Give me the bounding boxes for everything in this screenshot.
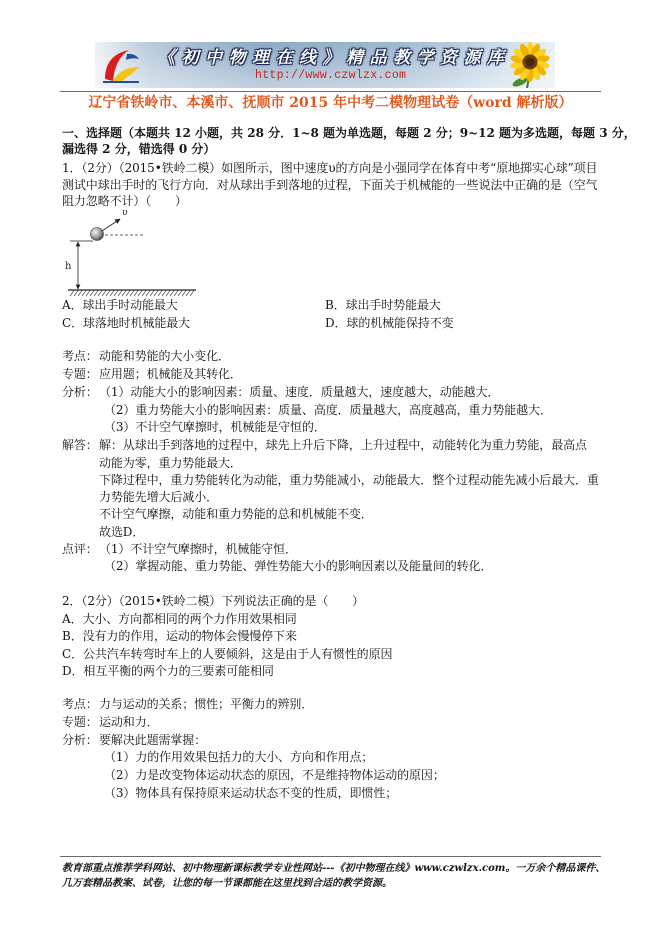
q1-stem-line-3: 阻力忽略不计）（ ） xyxy=(62,194,187,208)
q1-option-d: D．球的机械能保持不变 xyxy=(325,316,454,330)
q1-dianping-line-1: （1）不计空气摩擦时，机械能守恒． xyxy=(99,542,297,556)
q1-zhuanti-label: 专题： xyxy=(62,367,98,381)
q2-kaodian-label: 考点： xyxy=(62,697,98,711)
banner-title: 《初中物理在线》精品教学资源库 xyxy=(158,48,511,68)
q1-option-a: A．球出手时动能最大 xyxy=(62,298,178,312)
q1-kaodian-text: 动能和势能的大小变化． xyxy=(99,349,230,363)
q2-fenxi-label: 分析： xyxy=(62,733,98,747)
q2-fenxi-line-1: 要解决此题需掌握： xyxy=(99,733,207,747)
header-banner xyxy=(95,42,555,88)
footer-line-2: 几万套精品教案、试卷，让您的每一节课都能在这里找到合适的教学资源。 xyxy=(62,878,392,889)
ball xyxy=(91,228,104,241)
q2-zhuanti-text: 运动和力． xyxy=(99,715,159,729)
q1-option-c: C．球落地时机械能最大 xyxy=(62,316,191,330)
velocity-label: υ xyxy=(122,208,128,218)
q1-jieda-line-6: 故选D． xyxy=(99,525,145,539)
section-heading-line-1: 一、选择题（本题共 12 小题，共 28 分．1~8 题为单选题，每题 2 分；9~12 题为多选题，每题 3 分， xyxy=(62,126,636,140)
q2-fenxi-line-4: （3）物体具有保持原来运动状态不变的性质，即惯性； xyxy=(104,786,398,800)
height-label: h xyxy=(65,261,72,272)
q1-dianping-label: 点评： xyxy=(62,542,98,556)
footer-line-1: 教育部重点推荐学科网站、初中物理新课标教学专业性网站---《初中物理在线》www.czwlzx.com。一万余个精品课件、 xyxy=(62,863,606,874)
velocity-arrow xyxy=(102,219,120,231)
q1-stem-line-2: 测试中球出手时的飞行方向．对从球出手到落地的过程，下面关于机械能的一些说法中正确的是（空气 xyxy=(62,178,598,192)
q1-jieda-line-1: 解：从球出手到落地的过程中，球先上升后下降，上升过程中，动能转化为重力势能，最高点 xyxy=(99,438,587,452)
q1-jieda-line-3: 下降过程中，重力势能转化为动能，重力势能减小，动能最大．整个过程动能先减小后最大．重 xyxy=(99,473,599,487)
q1-option-b: B．球出手时势能最大 xyxy=(325,298,441,312)
section-heading-line-2: 漏选得 2 分，错选得 0 分） xyxy=(62,142,216,156)
q1-stem-line-1: 1．（2分）（2015•铁岭二模）如图所示，图中速度υ的方向是小强同学在体育中考“原地掷实心球”项目 xyxy=(62,161,598,175)
q1-fenxi-label: 分析： xyxy=(62,385,98,399)
sunflower-icon xyxy=(505,42,555,88)
footer-rule xyxy=(60,856,601,857)
q1-fenxi-line-1: （1）动能大小的影响因素：质量、速度．质量越大，速度越大，动能越大． xyxy=(99,385,500,399)
header-rule xyxy=(60,91,601,92)
q2-fenxi-line-2: （1）力的作用效果包括力的大小、方向和作用点； xyxy=(104,750,374,764)
banner-url: http://www.czwlzx.com xyxy=(255,69,407,82)
q1-jieda-line-4: 力势能先增大后减小． xyxy=(99,490,219,504)
q2-option-b: B．没有力的作用，运动的物体会慢慢停下来 xyxy=(62,629,297,643)
q2-kaodian-text: 力与运动的关系；惯性；平衡力的辨别． xyxy=(99,697,314,711)
q1-fenxi-line-3: （3）不计空气摩擦时，机械能是守恒的． xyxy=(104,420,326,434)
q1-fenxi-line-2: （2）重力势能大小的影响因素：质量、高度．质量越大，高度越高，重力势能越大． xyxy=(104,403,552,417)
page-title: 辽宁省铁岭市、本溪市、抚顺市 2015 年中考二模物理试卷（word 解析版） xyxy=(88,95,573,111)
q1-kaodian-label: 考点： xyxy=(62,349,98,363)
q2-option-a: A．大小、方向都相同的两个力作用效果相同 xyxy=(62,612,297,626)
q2-option-c: C．公共汽车转弯时车上的人要倾斜，这是由于人有惯性的原因 xyxy=(62,647,393,661)
ground-hatching xyxy=(70,291,194,296)
q1-dianping-line-2: （2）掌握动能、重力势能、弹性势能大小的影响因素以及能量间的转化． xyxy=(104,559,493,573)
q1-jieda-label: 解答： xyxy=(62,438,98,452)
q1-jieda-line-2: 动能为零，重力势能最大． xyxy=(99,456,242,470)
q2-option-d: D．相互平衡的两个力的三要素可能相同 xyxy=(62,664,274,678)
q2-zhuanti-label: 专题： xyxy=(62,715,98,729)
q1-jieda-line-5: 不计空气摩擦，动能和重力势能的总和机械能不变． xyxy=(99,507,373,521)
q2-stem-line-1: 2．（2分）（2015•铁岭二模）下列说法正确的是（ ） xyxy=(62,594,364,608)
q2-fenxi-line-3: （2）力是改变物体运动状态的原因，不是维持物体运动的原因； xyxy=(104,768,445,782)
czwlzx-logo-icon xyxy=(99,45,143,85)
projectile-figure xyxy=(60,205,205,305)
q1-zhuanti-text: 应用题；机械能及其转化． xyxy=(99,367,242,381)
